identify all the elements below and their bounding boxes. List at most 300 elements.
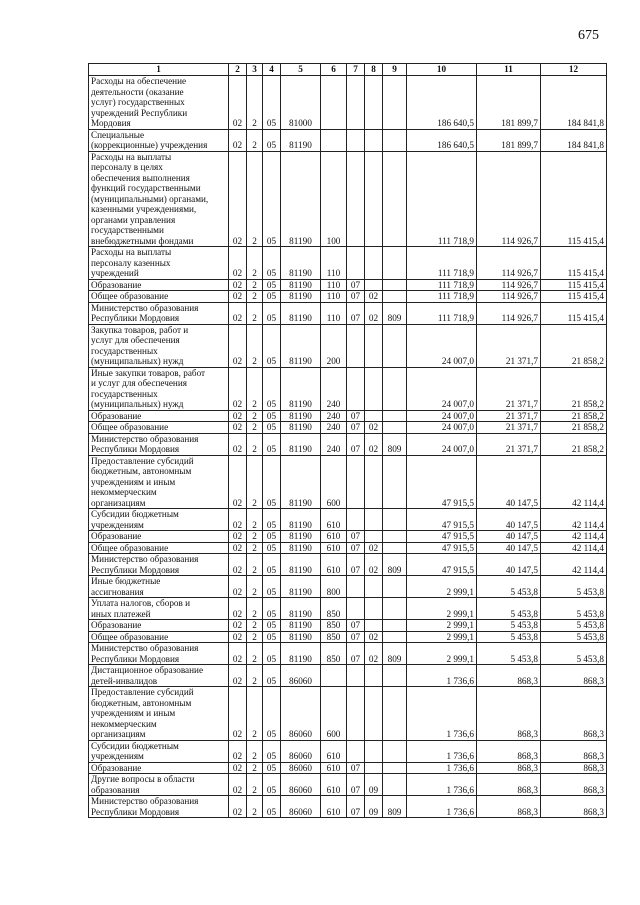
code-cell: 02 bbox=[229, 576, 247, 598]
column-header: 9 bbox=[383, 64, 407, 76]
code-cell: 02 bbox=[229, 774, 247, 796]
code-cell: 02 bbox=[229, 509, 247, 531]
code-cell: 81190 bbox=[281, 302, 321, 324]
code-cell: 81000 bbox=[281, 76, 321, 130]
table-row bbox=[89, 129, 607, 151]
code-cell: 02 bbox=[365, 631, 383, 643]
code-cell bbox=[383, 620, 407, 632]
amount-cell: 181 899,7 bbox=[477, 129, 541, 151]
amount-cell: 24 007,0 bbox=[407, 410, 477, 422]
amount-cell: 21 371,7 bbox=[477, 422, 541, 434]
amount-cell: 47 915,5 bbox=[407, 542, 477, 554]
code-cell: 07 bbox=[347, 291, 365, 303]
amount-cell: 5 453,8 bbox=[477, 620, 541, 632]
code-cell: 81190 bbox=[281, 247, 321, 280]
amount-cell: 1 736,6 bbox=[407, 796, 477, 818]
code-cell: 02 bbox=[229, 796, 247, 818]
code-cell: 240 bbox=[321, 410, 347, 422]
code-cell bbox=[365, 279, 383, 291]
row-label: Субсидии бюджетным учреждениям bbox=[89, 509, 229, 531]
row-label: Иные бюджетные ассигнования bbox=[89, 576, 229, 598]
code-cell: 02 bbox=[229, 554, 247, 576]
code-cell: 81190 bbox=[281, 324, 321, 367]
code-cell: 81190 bbox=[281, 422, 321, 434]
amount-cell: 21 858,2 bbox=[541, 367, 607, 410]
code-cell: 02 bbox=[229, 665, 247, 687]
code-cell: 2 bbox=[247, 410, 263, 422]
amount-cell: 1 736,6 bbox=[407, 762, 477, 774]
code-cell: 05 bbox=[263, 762, 281, 774]
amount-cell: 21 371,7 bbox=[477, 367, 541, 410]
code-cell: 81190 bbox=[281, 643, 321, 665]
amount-cell: 2 999,1 bbox=[407, 620, 477, 632]
code-cell: 850 bbox=[321, 598, 347, 620]
table-row bbox=[89, 324, 607, 367]
code-cell: 81190 bbox=[281, 631, 321, 643]
code-cell bbox=[347, 151, 365, 247]
code-cell: 86060 bbox=[281, 762, 321, 774]
code-cell: 81190 bbox=[281, 554, 321, 576]
code-cell: 05 bbox=[263, 410, 281, 422]
code-cell: 02 bbox=[229, 151, 247, 247]
code-cell: 07 bbox=[347, 542, 365, 554]
code-cell: 2 bbox=[247, 796, 263, 818]
table-row bbox=[89, 422, 607, 434]
code-cell: 2 bbox=[247, 455, 263, 509]
code-cell: 200 bbox=[321, 324, 347, 367]
code-cell: 610 bbox=[321, 531, 347, 543]
row-label: Министерство образования Республики Мордовия bbox=[89, 554, 229, 576]
code-cell bbox=[347, 740, 365, 762]
code-cell: 100 bbox=[321, 151, 347, 247]
amount-cell: 5 453,8 bbox=[541, 598, 607, 620]
code-cell: 81190 bbox=[281, 576, 321, 598]
code-cell bbox=[383, 324, 407, 367]
table-row bbox=[89, 509, 607, 531]
code-cell: 2 bbox=[247, 279, 263, 291]
code-cell: 07 bbox=[347, 554, 365, 576]
code-cell: 05 bbox=[263, 774, 281, 796]
code-cell: 81190 bbox=[281, 542, 321, 554]
amount-cell: 111 718,9 bbox=[407, 151, 477, 247]
amount-cell: 24 007,0 bbox=[407, 324, 477, 367]
code-cell bbox=[347, 324, 365, 367]
code-cell: 2 bbox=[247, 774, 263, 796]
code-cell: 81190 bbox=[281, 129, 321, 151]
column-header: 8 bbox=[365, 64, 383, 76]
code-cell bbox=[347, 455, 365, 509]
code-cell bbox=[365, 247, 383, 280]
code-cell: 02 bbox=[229, 324, 247, 367]
code-cell: 02 bbox=[229, 279, 247, 291]
row-label: Общее образование bbox=[89, 542, 229, 554]
column-header: 6 bbox=[321, 64, 347, 76]
table-row bbox=[89, 576, 607, 598]
code-cell: 81190 bbox=[281, 531, 321, 543]
code-cell: 02 bbox=[229, 367, 247, 410]
code-cell: 81190 bbox=[281, 455, 321, 509]
row-label: Образование bbox=[89, 620, 229, 632]
code-cell: 81190 bbox=[281, 367, 321, 410]
row-label: Общее образование bbox=[89, 291, 229, 303]
code-cell: 07 bbox=[347, 762, 365, 774]
code-cell bbox=[383, 665, 407, 687]
row-label: Министерство образования Республики Мордовия bbox=[89, 643, 229, 665]
code-cell: 600 bbox=[321, 455, 347, 509]
table-row bbox=[89, 151, 607, 247]
amount-cell: 868,3 bbox=[477, 796, 541, 818]
amount-cell: 114 926,7 bbox=[477, 247, 541, 280]
code-cell: 05 bbox=[263, 367, 281, 410]
code-cell: 809 bbox=[383, 643, 407, 665]
amount-cell: 5 453,8 bbox=[477, 643, 541, 665]
amount-cell: 868,3 bbox=[541, 665, 607, 687]
row-label: Образование bbox=[89, 531, 229, 543]
code-cell: 05 bbox=[263, 643, 281, 665]
amount-cell: 21 371,7 bbox=[477, 410, 541, 422]
table-row bbox=[89, 687, 607, 741]
code-cell: 09 bbox=[365, 796, 383, 818]
code-cell: 850 bbox=[321, 643, 347, 665]
code-cell: 86060 bbox=[281, 740, 321, 762]
code-cell bbox=[365, 129, 383, 151]
code-cell bbox=[365, 740, 383, 762]
amount-cell: 21 858,2 bbox=[541, 324, 607, 367]
code-cell: 800 bbox=[321, 576, 347, 598]
code-cell: 81190 bbox=[281, 598, 321, 620]
code-cell: 81190 bbox=[281, 620, 321, 632]
table-row bbox=[89, 774, 607, 796]
code-cell: 07 bbox=[347, 302, 365, 324]
amount-cell: 868,3 bbox=[477, 762, 541, 774]
code-cell: 2 bbox=[247, 665, 263, 687]
amount-cell: 114 926,7 bbox=[477, 151, 541, 247]
code-cell: 110 bbox=[321, 302, 347, 324]
amount-cell: 111 718,9 bbox=[407, 291, 477, 303]
amount-cell: 115 415,4 bbox=[541, 279, 607, 291]
code-cell: 240 bbox=[321, 422, 347, 434]
code-cell: 02 bbox=[365, 422, 383, 434]
code-cell bbox=[383, 367, 407, 410]
code-cell: 07 bbox=[347, 531, 365, 543]
code-cell: 81190 bbox=[281, 279, 321, 291]
code-cell: 05 bbox=[263, 247, 281, 280]
code-cell: 07 bbox=[347, 433, 365, 455]
column-header: 7 bbox=[347, 64, 365, 76]
code-cell: 05 bbox=[263, 291, 281, 303]
code-cell: 2 bbox=[247, 542, 263, 554]
code-cell: 2 bbox=[247, 367, 263, 410]
amount-cell: 1 736,6 bbox=[407, 687, 477, 741]
code-cell: 110 bbox=[321, 291, 347, 303]
code-cell: 02 bbox=[229, 598, 247, 620]
code-cell bbox=[365, 598, 383, 620]
code-cell: 809 bbox=[383, 302, 407, 324]
row-label: Уплата налогов, сборов и иных платежей bbox=[89, 598, 229, 620]
code-cell: 2 bbox=[247, 554, 263, 576]
code-cell: 02 bbox=[365, 542, 383, 554]
budget-table bbox=[88, 63, 607, 818]
code-cell bbox=[383, 410, 407, 422]
code-cell: 02 bbox=[365, 643, 383, 665]
code-cell bbox=[365, 151, 383, 247]
code-cell: 2 bbox=[247, 302, 263, 324]
amount-cell: 40 147,5 bbox=[477, 509, 541, 531]
code-cell: 05 bbox=[263, 509, 281, 531]
amount-cell: 5 453,8 bbox=[477, 576, 541, 598]
table-row bbox=[89, 796, 607, 818]
code-cell: 610 bbox=[321, 542, 347, 554]
code-cell: 07 bbox=[347, 796, 365, 818]
amount-cell: 5 453,8 bbox=[477, 598, 541, 620]
row-label: Общее образование bbox=[89, 631, 229, 643]
code-cell: 05 bbox=[263, 576, 281, 598]
code-cell: 05 bbox=[263, 740, 281, 762]
amount-cell: 21 371,7 bbox=[477, 433, 541, 455]
amount-cell: 40 147,5 bbox=[477, 554, 541, 576]
table-row bbox=[89, 643, 607, 665]
amount-cell: 114 926,7 bbox=[477, 291, 541, 303]
code-cell bbox=[383, 687, 407, 741]
code-cell: 86060 bbox=[281, 687, 321, 741]
table-row bbox=[89, 531, 607, 543]
code-cell bbox=[347, 687, 365, 741]
code-cell: 2 bbox=[247, 598, 263, 620]
code-cell bbox=[383, 774, 407, 796]
code-cell: 86060 bbox=[281, 665, 321, 687]
code-cell: 07 bbox=[347, 422, 365, 434]
amount-cell: 184 841,8 bbox=[541, 76, 607, 130]
code-cell: 2 bbox=[247, 247, 263, 280]
column-header: 2 bbox=[229, 64, 247, 76]
row-label: Дистанционное образование детей-инвалидов bbox=[89, 665, 229, 687]
code-cell bbox=[365, 76, 383, 130]
code-cell: 110 bbox=[321, 247, 347, 280]
code-cell: 05 bbox=[263, 151, 281, 247]
code-cell: 05 bbox=[263, 631, 281, 643]
code-cell bbox=[383, 247, 407, 280]
code-cell: 610 bbox=[321, 796, 347, 818]
code-cell: 07 bbox=[347, 643, 365, 665]
amount-cell: 868,3 bbox=[477, 665, 541, 687]
row-label: Субсидии бюджетным учреждениям bbox=[89, 740, 229, 762]
code-cell: 02 bbox=[229, 531, 247, 543]
code-cell bbox=[347, 665, 365, 687]
code-cell: 2 bbox=[247, 631, 263, 643]
amount-cell: 21 858,2 bbox=[541, 433, 607, 455]
code-cell: 05 bbox=[263, 433, 281, 455]
code-cell: 600 bbox=[321, 687, 347, 741]
table-row bbox=[89, 665, 607, 687]
code-cell bbox=[383, 598, 407, 620]
code-cell: 610 bbox=[321, 509, 347, 531]
code-cell: 05 bbox=[263, 542, 281, 554]
table-row bbox=[89, 455, 607, 509]
row-label: Образование bbox=[89, 410, 229, 422]
column-header: 4 bbox=[263, 64, 281, 76]
amount-cell: 24 007,0 bbox=[407, 367, 477, 410]
code-cell: 809 bbox=[383, 433, 407, 455]
table-row bbox=[89, 598, 607, 620]
amount-cell: 21 858,2 bbox=[541, 410, 607, 422]
code-cell: 02 bbox=[365, 291, 383, 303]
amount-cell: 114 926,7 bbox=[477, 279, 541, 291]
amount-cell: 21 371,7 bbox=[477, 324, 541, 367]
code-cell: 05 bbox=[263, 324, 281, 367]
code-cell: 81190 bbox=[281, 410, 321, 422]
amount-cell: 5 453,8 bbox=[541, 620, 607, 632]
code-cell bbox=[383, 279, 407, 291]
code-cell: 2 bbox=[247, 576, 263, 598]
code-cell: 02 bbox=[229, 643, 247, 665]
amount-cell: 1 736,6 bbox=[407, 774, 477, 796]
code-cell bbox=[347, 509, 365, 531]
table-row bbox=[89, 762, 607, 774]
amount-cell: 24 007,0 bbox=[407, 422, 477, 434]
code-cell bbox=[365, 324, 383, 367]
column-header: 11 bbox=[477, 64, 541, 76]
code-cell bbox=[365, 531, 383, 543]
code-cell: 02 bbox=[229, 410, 247, 422]
code-cell: 05 bbox=[263, 554, 281, 576]
code-cell: 07 bbox=[347, 774, 365, 796]
code-cell: 809 bbox=[383, 554, 407, 576]
amount-cell: 40 147,5 bbox=[477, 531, 541, 543]
amount-cell: 5 453,8 bbox=[477, 631, 541, 643]
row-label: Закупка товаров, работ и услуг для обеспечения государственных (муниципальных) нужд bbox=[89, 324, 229, 367]
amount-cell: 42 114,4 bbox=[541, 531, 607, 543]
code-cell: 2 bbox=[247, 620, 263, 632]
code-cell: 02 bbox=[229, 422, 247, 434]
row-label: Расходы на выплаты персоналу казенных учреждений bbox=[89, 247, 229, 280]
code-cell bbox=[383, 740, 407, 762]
code-cell: 86060 bbox=[281, 796, 321, 818]
code-cell: 02 bbox=[229, 455, 247, 509]
amount-cell: 868,3 bbox=[477, 740, 541, 762]
code-cell: 05 bbox=[263, 279, 281, 291]
code-cell bbox=[383, 455, 407, 509]
code-cell bbox=[383, 509, 407, 531]
table-row bbox=[89, 542, 607, 554]
code-cell: 81190 bbox=[281, 291, 321, 303]
code-cell bbox=[383, 542, 407, 554]
code-cell: 610 bbox=[321, 762, 347, 774]
table-row bbox=[89, 554, 607, 576]
code-cell bbox=[365, 509, 383, 531]
code-cell bbox=[365, 687, 383, 741]
code-cell: 2 bbox=[247, 531, 263, 543]
code-cell: 02 bbox=[229, 247, 247, 280]
code-cell bbox=[347, 367, 365, 410]
code-cell: 02 bbox=[229, 291, 247, 303]
code-cell bbox=[347, 129, 365, 151]
amount-cell: 868,3 bbox=[541, 762, 607, 774]
table-row bbox=[89, 76, 607, 130]
amount-cell: 181 899,7 bbox=[477, 76, 541, 130]
amount-cell: 42 114,4 bbox=[541, 542, 607, 554]
table-row bbox=[89, 433, 607, 455]
code-cell: 110 bbox=[321, 279, 347, 291]
code-cell bbox=[383, 291, 407, 303]
amount-cell: 5 453,8 bbox=[541, 631, 607, 643]
code-cell bbox=[383, 129, 407, 151]
table-row bbox=[89, 410, 607, 422]
code-cell: 02 bbox=[229, 433, 247, 455]
amount-cell: 868,3 bbox=[477, 774, 541, 796]
column-header: 1 bbox=[89, 64, 229, 76]
column-header: 10 bbox=[407, 64, 477, 76]
amount-cell: 40 147,5 bbox=[477, 542, 541, 554]
amount-cell: 5 453,8 bbox=[541, 576, 607, 598]
code-cell: 2 bbox=[247, 740, 263, 762]
code-cell: 02 bbox=[229, 687, 247, 741]
row-label: Расходы на обеспечение деятельности (оказание услуг) государственных учреждений Республики Мордовия bbox=[89, 76, 229, 130]
row-label: Предоставление субсидий бюджетным, автономным учреждениям и иным некоммерческим организациям bbox=[89, 687, 229, 741]
amount-cell: 1 736,6 bbox=[407, 665, 477, 687]
code-cell: 05 bbox=[263, 76, 281, 130]
row-label: Министерство образования Республики Мордовия bbox=[89, 433, 229, 455]
amount-cell: 21 858,2 bbox=[541, 422, 607, 434]
code-cell: 81190 bbox=[281, 433, 321, 455]
code-cell bbox=[383, 76, 407, 130]
code-cell: 07 bbox=[347, 620, 365, 632]
amount-cell: 42 114,4 bbox=[541, 509, 607, 531]
row-label: Министерство образования Республики Мордовия bbox=[89, 302, 229, 324]
code-cell: 86060 bbox=[281, 774, 321, 796]
code-cell: 05 bbox=[263, 129, 281, 151]
amount-cell: 24 007,0 bbox=[407, 433, 477, 455]
amount-cell: 868,3 bbox=[541, 687, 607, 741]
code-cell: 610 bbox=[321, 774, 347, 796]
amount-cell: 186 640,5 bbox=[407, 76, 477, 130]
amount-cell: 868,3 bbox=[541, 796, 607, 818]
code-cell bbox=[365, 620, 383, 632]
row-label: Иные закупки товаров, работ и услуг для обеспечения государственных (муниципальных) нужд bbox=[89, 367, 229, 410]
table-row bbox=[89, 302, 607, 324]
code-cell: 02 bbox=[229, 762, 247, 774]
code-cell: 02 bbox=[365, 433, 383, 455]
amount-cell: 186 640,5 bbox=[407, 129, 477, 151]
table-row bbox=[89, 620, 607, 632]
code-cell bbox=[383, 422, 407, 434]
code-cell bbox=[383, 631, 407, 643]
code-cell: 2 bbox=[247, 422, 263, 434]
table-row bbox=[89, 740, 607, 762]
column-header: 3 bbox=[247, 64, 263, 76]
code-cell: 240 bbox=[321, 367, 347, 410]
row-label: Предоставление субсидий бюджетным, автономным учреждениям и иным некоммерческим организациям bbox=[89, 455, 229, 509]
code-cell: 2 bbox=[247, 433, 263, 455]
row-label: Специальные (коррекционные) учреждения bbox=[89, 129, 229, 151]
code-cell: 05 bbox=[263, 687, 281, 741]
code-cell: 240 bbox=[321, 433, 347, 455]
amount-cell: 42 114,4 bbox=[541, 455, 607, 509]
amount-cell: 115 415,4 bbox=[541, 151, 607, 247]
code-cell bbox=[347, 76, 365, 130]
table-row bbox=[89, 279, 607, 291]
code-cell: 09 bbox=[365, 774, 383, 796]
code-cell bbox=[383, 576, 407, 598]
row-label: Образование bbox=[89, 279, 229, 291]
amount-cell: 184 841,8 bbox=[541, 129, 607, 151]
amount-cell: 868,3 bbox=[541, 740, 607, 762]
code-cell: 2 bbox=[247, 76, 263, 130]
code-cell: 02 bbox=[229, 542, 247, 554]
code-cell: 02 bbox=[229, 302, 247, 324]
code-cell bbox=[321, 76, 347, 130]
code-cell: 610 bbox=[321, 554, 347, 576]
code-cell: 02 bbox=[229, 620, 247, 632]
